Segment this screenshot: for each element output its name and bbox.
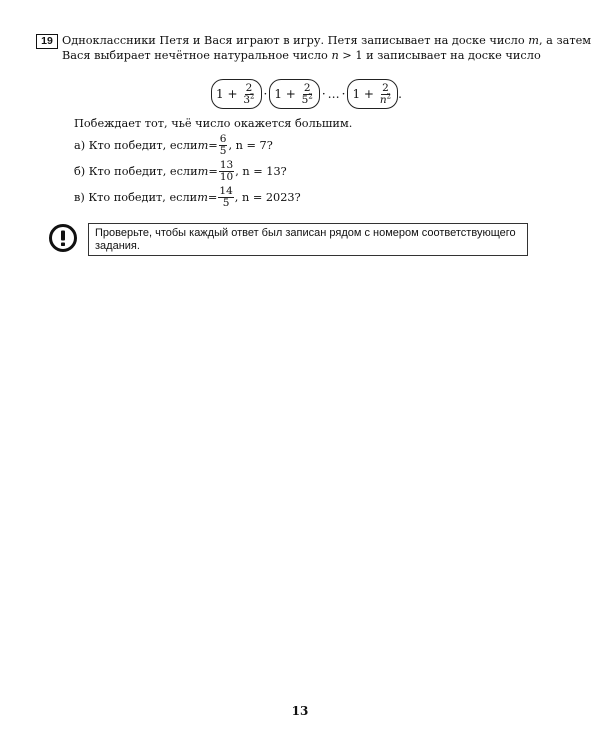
dot-1: · <box>263 87 268 101</box>
intro-text-2: Вася выбирает нечётное натуральное число <box>62 49 332 62</box>
question-b-n: , n = 13? <box>235 164 287 178</box>
intro-text-2-cond: > 1 и записывает на доске число <box>338 49 541 62</box>
fraction-2 <box>301 83 314 106</box>
dot-3: · <box>341 87 346 101</box>
fraction-2-den: $5^2$ <box>301 92 313 106</box>
page-number: 13 <box>291 704 309 718</box>
question-b-m: m <box>197 164 209 178</box>
question-a-m: m <box>197 138 209 152</box>
question-c-eq: = <box>207 190 218 204</box>
question-c-prefix: в) Кто победит, если <box>74 190 198 204</box>
fraction-1-num: 2 <box>245 81 253 94</box>
question-b-prefix: б) Кто победит, если <box>74 164 198 178</box>
fraction-3-den: $n^2$ <box>379 92 392 106</box>
one-plus-1: 1 + <box>216 87 238 101</box>
notice-box <box>88 223 528 256</box>
notice-text-line-2: задания. <box>95 240 140 252</box>
factor-3 <box>347 79 398 109</box>
fraction-1 <box>242 83 255 106</box>
question-c <box>74 182 301 212</box>
ellipsis: … <box>327 87 340 101</box>
intro-var-m: m <box>528 34 539 47</box>
problem-intro-line-2 <box>62 49 541 63</box>
fraction-3-num: 2 <box>382 81 389 94</box>
factor-1 <box>211 79 262 109</box>
intro-text-1: Одноклассники Петя и Вася играют в игру. Петя записывает на доске число <box>62 34 529 47</box>
question-c-m: m <box>197 190 208 204</box>
question-c-n: , n = 2023? <box>234 190 301 204</box>
question-a-eq: = <box>208 138 218 152</box>
fraction-1-den: $3^2$ <box>243 92 255 106</box>
product-formula <box>211 76 402 112</box>
intro-var-n: n <box>331 49 339 62</box>
notice-text-line-1: Проверьте, чтобы каждый ответ был записан рядом с номером соответствующего <box>95 227 516 239</box>
question-c-fraction: $\frac{14}{5}$ <box>219 184 233 209</box>
formula-end: . <box>398 87 402 101</box>
fraction-3 <box>379 83 392 106</box>
one-plus-2: 1 + <box>274 87 296 101</box>
winner-text: Побеждает тот, чьё число окажется большим. <box>74 117 353 130</box>
dot-2: · <box>321 87 326 101</box>
problem-intro-line-1 <box>62 34 591 48</box>
question-b-fraction: $\frac{13}{10}$ <box>219 158 234 183</box>
question-a-fraction: $\frac{6}{5}$ <box>219 132 227 157</box>
fraction-2-num: 2 <box>303 81 311 94</box>
problem-number: 19 <box>36 34 58 49</box>
intro-text-1-end: , а затем <box>538 34 592 47</box>
factor-2 <box>269 79 320 109</box>
exclamation-circle-icon <box>48 223 78 253</box>
question-b-eq: = <box>208 164 218 178</box>
question-a-n: , n = 7? <box>228 138 273 152</box>
question-a-prefix: а) Кто победит, если <box>74 138 198 152</box>
one-plus-3: 1 + <box>352 87 374 101</box>
